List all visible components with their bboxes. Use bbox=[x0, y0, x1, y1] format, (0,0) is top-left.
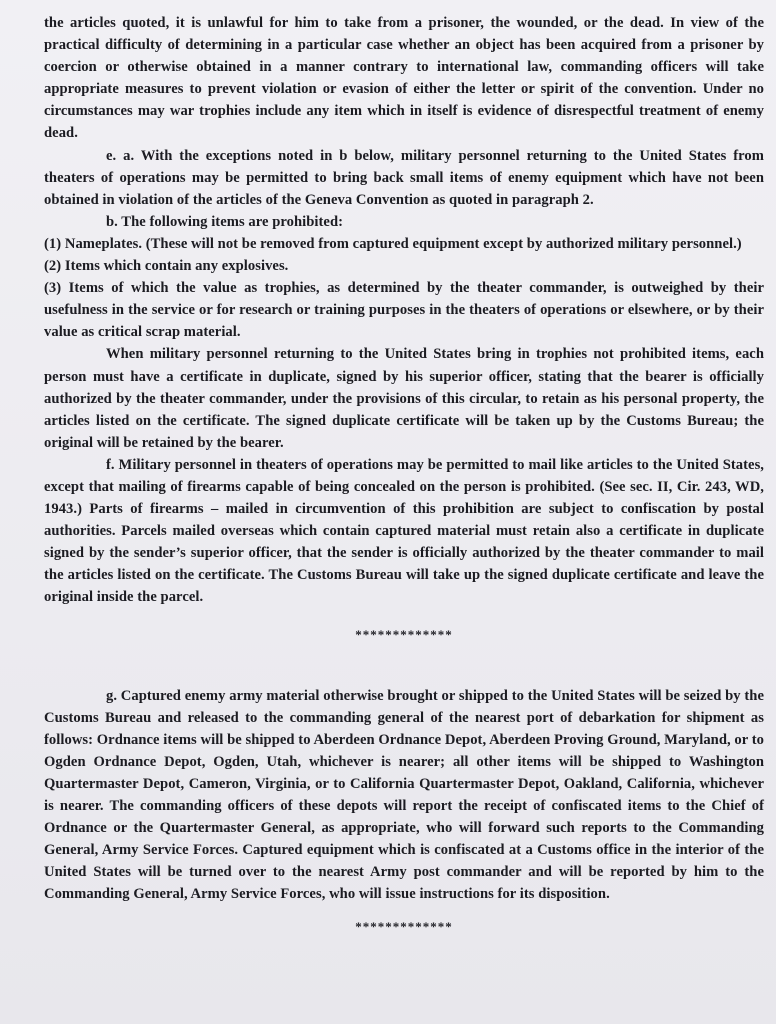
section-separator-bottom: ************* bbox=[355, 919, 453, 935]
list-item-explosives: (2) Items which contain any explosives. bbox=[44, 258, 289, 275]
paragraph-f: f. Military personnel in theaters of operations may be permitted to mail like articles to the United States, except that mailing of firearms capable of being concealed on the person is prohibited. (See sec. II, Cir. 243, WD, 1943.) Parts of firearms – mailed in circumvention of this prohibition are subject to confiscation by postal authorities. Parcels mailed overseas which contain captured material must retain also a certificate in duplicate signed by the sender’s superior officer, that the sender is officially authorized by the theater commander to mail the articles listed on the certificate. The Customs Bureau will take up the signed duplicate certificate and leave the original inside the parcel. bbox=[44, 456, 764, 606]
list-item-nameplates: (1) Nameplates. (These will not be removed from captured equipment except by authorized military personnel.) bbox=[44, 235, 742, 252]
paragraph-b-heading: b. The following items are prohibited: bbox=[106, 213, 344, 230]
paragraph-g: g. Captured enemy army material otherwise brought or shipped to the United States will be seized by the Customs Bureau and released to the commanding general of the nearest port of debarkation for shipment as follows: Ordnance items will be shipped to Aberdeen Ordnance Depot, Aberdeen Proving Ground, Maryland, or to Ogden Ordnance Depot, Ogden, Utah, whichever is nearer; all other items will be shipped to Washington Quartermaster Depot, Cameron, Virginia, or to California Quartermaster Depot, Oakland, California, whichever is nearer. The commanding officers of these depots will report the receipt of confiscated items to the Chief of Ordnance or the Quartermaster General, as appropriate, who will forward such reports to the Commanding General, Army Service Forces. Captured equipment which is confiscated at a Customs office in the interior of the United States will be turned over to the nearest Army post commander and will be reported by him to the Commanding General, Army Service Forces, who will issue instructions for its disposition. bbox=[44, 687, 764, 903]
paragraph-certificate: When military personnel returning to the United States bring in trophies not prohibited items, each person must have a certificate in duplicate, signed by his superior officer, stating that the bearer is officially authorized by the theater commander, under the provisions of this circular, to retain as his personal property, the articles listed on the certificate. The signed duplicate certificate will be taken up by the Customs Bureau; the original will be retained by the bearer. bbox=[44, 346, 764, 451]
paragraph-e: e. a. With the exceptions noted in b below, military personnel returning to the United States from theaters of operations may be permitted to bring back small items of enemy equipment which have not been obtained in violation of the articles of the Geneva Convention as quoted in paragraph 2. bbox=[44, 147, 764, 208]
paragraph-continuation: the articles quoted, it is unlawful for him to take from a prisoner, the wounded, or the dead. In view of the practical difficulty of determining in a particular case whether an object has been acquired from a prisoner by coercion or otherwise obtained in a manner contrary to international law, commanding officers will take appropriate measures to prevent violation or evasion of either the letter or spirit of the convention. Under no circumstances may war trophies include any item which in itself is evidence of disrespectful treatment of enemy dead. bbox=[44, 15, 764, 142]
list-item-trophy-value: (3) Items of which the value as trophies, as determined by the theater commander, is outweighed by their usefulness in the service or for research or training purposes in the theaters of operations or elsewhere, or by their value as critical scrap material. bbox=[44, 280, 764, 341]
section-separator: ************* bbox=[355, 626, 453, 642]
